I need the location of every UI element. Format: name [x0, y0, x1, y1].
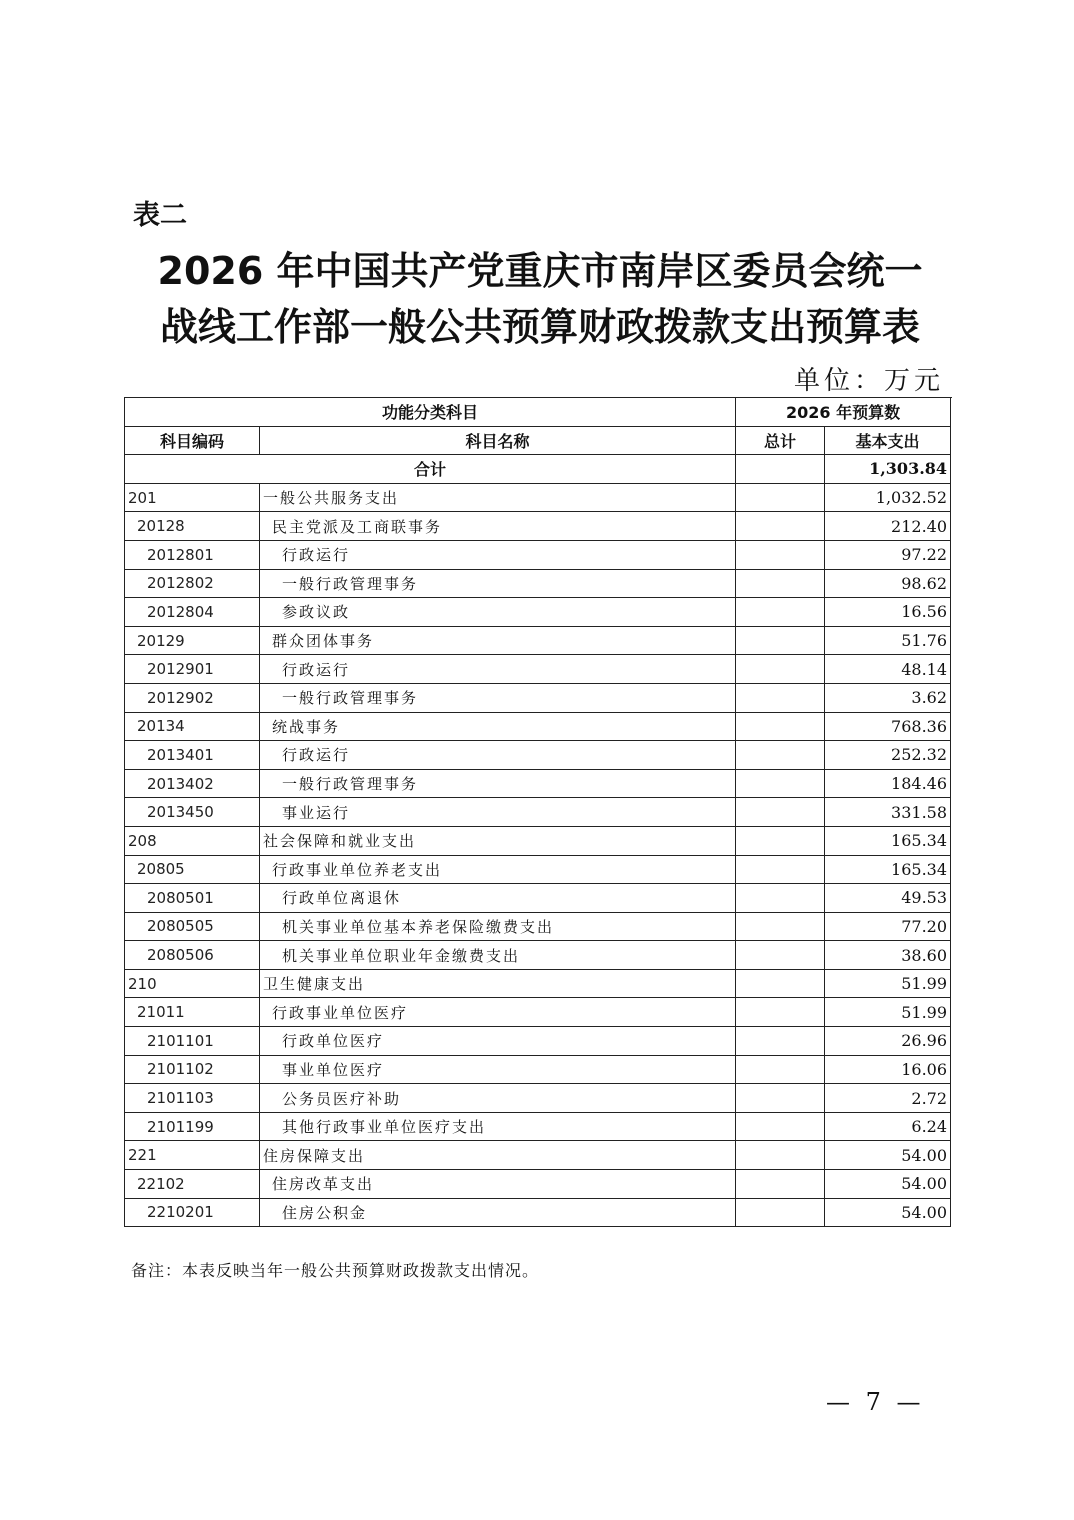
row-total	[736, 998, 825, 1027]
row-basic: 6.24	[825, 1112, 951, 1141]
table-row	[125, 826, 951, 855]
row-basic: 97.22	[825, 540, 951, 569]
table-row	[125, 1141, 951, 1170]
row-name: 行政事业单位医疗	[260, 998, 736, 1027]
row-code: 20129	[125, 626, 260, 655]
table-row	[125, 912, 951, 941]
table-row	[125, 769, 951, 798]
row-name: 一般行政管理事务	[260, 769, 736, 798]
row-total	[736, 1198, 825, 1227]
row-basic: 16.56	[825, 598, 951, 627]
row-name: 一般公共服务支出	[260, 483, 736, 512]
row-basic: 38.60	[825, 941, 951, 970]
col-header-basic: 基本支出	[825, 426, 951, 455]
row-code: 2012801	[125, 540, 260, 569]
row-total	[736, 1084, 825, 1113]
row-total	[736, 826, 825, 855]
row-total	[736, 1141, 825, 1170]
table-row	[125, 1027, 951, 1056]
row-code: 2101199	[125, 1112, 260, 1141]
total-row	[125, 455, 951, 484]
row-total	[736, 884, 825, 913]
table-row	[125, 855, 951, 884]
row-basic: 3.62	[825, 683, 951, 712]
table-row	[125, 598, 951, 627]
table-row	[125, 998, 951, 1027]
row-code: 20134	[125, 712, 260, 741]
row-name: 一般行政管理事务	[260, 683, 736, 712]
row-total	[736, 798, 825, 827]
table-row	[125, 512, 951, 541]
row-name: 社会保障和就业支出	[260, 826, 736, 855]
row-name: 其他行政事业单位医疗支出	[260, 1112, 736, 1141]
row-name: 机关事业单位基本养老保险缴费支出	[260, 912, 736, 941]
row-name: 行政运行	[260, 540, 736, 569]
row-total	[736, 1170, 825, 1199]
total-total	[736, 455, 825, 484]
row-total	[736, 483, 825, 512]
row-basic: 98.62	[825, 569, 951, 598]
table-row	[125, 1084, 951, 1113]
row-name: 公务员医疗补助	[260, 1084, 736, 1113]
row-basic: 331.58	[825, 798, 951, 827]
row-code: 2012902	[125, 683, 260, 712]
row-total	[736, 540, 825, 569]
row-code: 2210201	[125, 1198, 260, 1227]
row-basic: 165.34	[825, 855, 951, 884]
row-total	[736, 1027, 825, 1056]
row-total	[736, 512, 825, 541]
row-total	[736, 655, 825, 684]
row-basic: 1,032.52	[825, 483, 951, 512]
row-basic: 49.53	[825, 884, 951, 913]
col-header-code: 科目编码	[125, 426, 260, 455]
row-name: 卫生健康支出	[260, 969, 736, 998]
table-row	[125, 1112, 951, 1141]
row-code: 2080501	[125, 884, 260, 913]
row-name: 行政事业单位养老支出	[260, 855, 736, 884]
table-row	[125, 969, 951, 998]
row-name: 行政运行	[260, 655, 736, 684]
row-basic: 51.99	[825, 969, 951, 998]
row-total	[736, 769, 825, 798]
table-row	[125, 712, 951, 741]
header-row-2	[125, 426, 951, 455]
row-name: 事业单位医疗	[260, 1055, 736, 1084]
row-code: 2101103	[125, 1084, 260, 1113]
row-name: 行政单位医疗	[260, 1027, 736, 1056]
table-row	[125, 1055, 951, 1084]
row-basic: 212.40	[825, 512, 951, 541]
row-code: 221	[125, 1141, 260, 1170]
row-basic: 48.14	[825, 655, 951, 684]
row-name: 群众团体事务	[260, 626, 736, 655]
row-name: 统战事务	[260, 712, 736, 741]
row-name: 住房保障支出	[260, 1141, 736, 1170]
row-code: 210	[125, 969, 260, 998]
row-total	[736, 683, 825, 712]
table-row	[125, 626, 951, 655]
row-name: 住房改革支出	[260, 1170, 736, 1199]
table-row	[125, 483, 951, 512]
row-code: 2012901	[125, 655, 260, 684]
page-title-line-2: 战线工作部一般公共预算财政拨款支出预算表	[159, 305, 920, 349]
total-label: 合计	[125, 455, 736, 484]
table-row	[125, 798, 951, 827]
row-name: 民主党派及工商联事务	[260, 512, 736, 541]
row-total	[736, 941, 825, 970]
col-header-name: 科目名称	[260, 426, 736, 455]
header-func-category: 功能分类科目	[125, 398, 736, 427]
row-basic: 2.72	[825, 1084, 951, 1113]
unit-label: 单位：万元	[793, 366, 944, 396]
row-code: 2013402	[125, 769, 260, 798]
row-basic: 768.36	[825, 712, 951, 741]
row-total	[736, 712, 825, 741]
row-code: 20128	[125, 512, 260, 541]
footnote: 备注：本表反映当年一般公共预算财政拨款支出情况。	[131, 1261, 540, 1280]
row-code: 21011	[125, 998, 260, 1027]
row-name: 行政运行	[260, 741, 736, 770]
total-basic: 1,303.84	[825, 455, 951, 484]
row-basic: 54.00	[825, 1141, 951, 1170]
row-code: 2101101	[125, 1027, 260, 1056]
row-basic: 54.00	[825, 1198, 951, 1227]
row-name: 住房公积金	[260, 1198, 736, 1227]
row-basic: 77.20	[825, 912, 951, 941]
table-row	[125, 1170, 951, 1199]
table-row	[125, 941, 951, 970]
table-row	[125, 884, 951, 913]
budget-table	[124, 397, 951, 1227]
row-code: 22102	[125, 1170, 260, 1199]
row-basic: 51.99	[825, 998, 951, 1027]
row-basic: 54.00	[825, 1170, 951, 1199]
row-total	[736, 569, 825, 598]
row-basic: 165.34	[825, 826, 951, 855]
row-basic: 51.76	[825, 626, 951, 655]
row-code: 2013401	[125, 741, 260, 770]
row-basic: 16.06	[825, 1055, 951, 1084]
table-row	[125, 569, 951, 598]
row-total	[736, 912, 825, 941]
table-row	[125, 741, 951, 770]
row-code: 201	[125, 483, 260, 512]
table-label: 表二	[133, 200, 187, 231]
row-basic: 184.46	[825, 769, 951, 798]
row-code: 2012802	[125, 569, 260, 598]
row-basic: 26.96	[825, 1027, 951, 1056]
row-total	[736, 855, 825, 884]
row-name: 行政单位离退休	[260, 884, 736, 913]
table-row	[125, 683, 951, 712]
row-name: 一般行政管理事务	[260, 569, 736, 598]
row-code: 2013450	[125, 798, 260, 827]
row-name: 事业运行	[260, 798, 736, 827]
table-row	[125, 655, 951, 684]
table-row	[125, 540, 951, 569]
row-total	[736, 598, 825, 627]
row-code: 2080506	[125, 941, 260, 970]
row-total	[736, 969, 825, 998]
page-number: — 7 —	[826, 1388, 925, 1416]
row-code: 2101102	[125, 1055, 260, 1084]
header-budget-year: 2026 年预算数	[736, 398, 951, 427]
row-total	[736, 741, 825, 770]
row-total	[736, 1055, 825, 1084]
row-basic: 252.32	[825, 741, 951, 770]
row-name: 参政议政	[260, 598, 736, 627]
row-code: 2080505	[125, 912, 260, 941]
row-code: 2012804	[125, 598, 260, 627]
row-code: 20805	[125, 855, 260, 884]
col-header-total: 总计	[736, 426, 825, 455]
row-total	[736, 1112, 825, 1141]
row-total	[736, 626, 825, 655]
row-name: 机关事业单位职业年金缴费支出	[260, 941, 736, 970]
header-row-1	[125, 398, 951, 427]
page-title-line-1: 2026 年中国共产党重庆市南岸区委员会统一	[157, 249, 923, 293]
table-row	[125, 1198, 951, 1227]
row-code: 208	[125, 826, 260, 855]
